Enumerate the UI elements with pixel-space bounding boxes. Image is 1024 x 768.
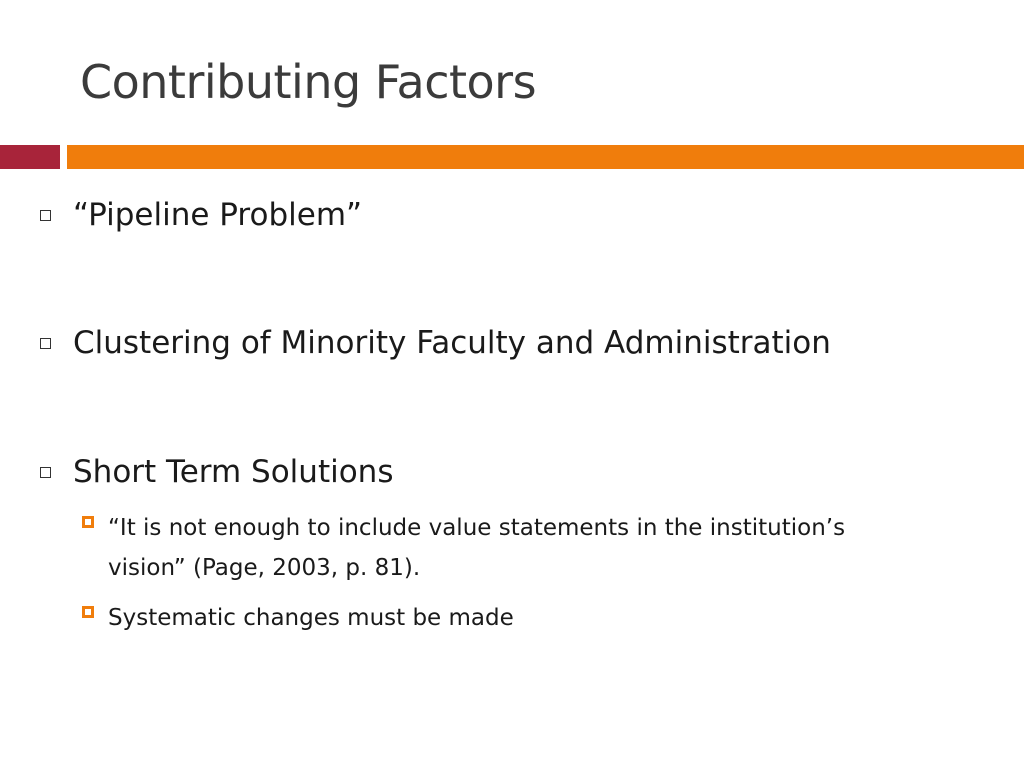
accent-bar-right (67, 145, 1024, 169)
sub-bullet-quote (82, 508, 845, 588)
square-bullet-icon (40, 338, 51, 349)
slide-title: Contributing Factors (80, 55, 537, 109)
sub-bullet-systematic-changes (82, 598, 514, 638)
square-bullet-icon (40, 467, 51, 478)
square-bullet-icon (40, 210, 51, 221)
sub-bullet-line: vision” (Page, 2003, p. 81). (108, 555, 421, 581)
bullet-clustering (40, 323, 831, 363)
sub-bullet-line: “It is not enough to include value statements in the institution’s (108, 515, 846, 541)
bullet-text: Short Term Solutions (73, 454, 394, 490)
filled-square-bullet-icon (82, 606, 94, 618)
accent-bar-left (0, 145, 60, 169)
bullet-text: Clustering of Minority Faculty and Administration (73, 325, 831, 361)
filled-square-bullet-icon (82, 516, 94, 528)
bullet-pipeline-problem (40, 195, 362, 235)
bullet-short-term-solutions (40, 452, 393, 492)
sub-bullet-line: Systematic changes must be made (108, 605, 514, 631)
bullet-text: “Pipeline Problem” (73, 197, 363, 233)
